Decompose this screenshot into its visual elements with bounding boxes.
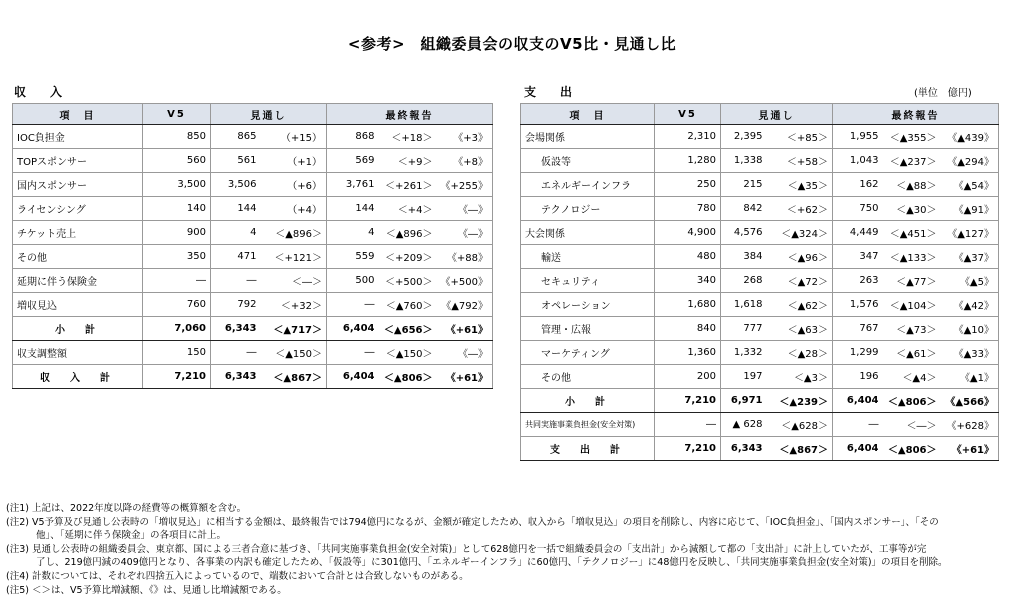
cell-outlook: 6,343: [721, 437, 767, 461]
cell-final-outlook-diff: 《+61》: [941, 437, 999, 461]
cell-final: 347: [833, 245, 883, 269]
cell-final: 1,299: [833, 341, 883, 365]
cell-final-outlook-diff: 《▲439》: [941, 125, 999, 149]
cell-final-outlook-diff: 《+8》: [437, 149, 493, 173]
cell-final-outlook-diff: 《―》: [437, 341, 493, 365]
header-item: 項 目: [13, 104, 143, 125]
cell-outlook-diff: ＜+121＞: [261, 245, 327, 269]
row-item: 管理・広報: [521, 317, 655, 341]
cell-final-outlook-diff: 《▲54》: [941, 173, 999, 197]
cell-outlook-diff: ＜▲896＞: [261, 221, 327, 245]
cell-final-v5-diff: ＜▲133＞: [883, 245, 941, 269]
cell-final: 1,043: [833, 149, 883, 173]
cell-final: 868: [327, 125, 379, 149]
cell-final: 750: [833, 197, 883, 221]
cell-outlook: 6,343: [211, 365, 261, 389]
cell-outlook: 6,971: [721, 389, 767, 413]
cell-outlook-diff: ＜▲28＞: [767, 341, 833, 365]
cell-final: 162: [833, 173, 883, 197]
cell-outlook: 197: [721, 365, 767, 389]
cell-v5: 900: [143, 221, 211, 245]
header-outlook: 見通し: [211, 104, 327, 125]
cell-outlook: 268: [721, 269, 767, 293]
cell-outlook-diff: （+6）: [261, 173, 327, 197]
income-row: [13, 149, 493, 173]
cell-v5: 1,680: [655, 293, 721, 317]
cell-final-outlook-diff: 《+628》: [941, 413, 999, 437]
header-final: 最終報告: [327, 104, 493, 125]
row-item: 国内スポンサー: [13, 173, 143, 197]
cell-v5: 780: [655, 197, 721, 221]
row-item: その他: [521, 365, 655, 389]
cell-final-v5-diff: ＜▲237＞: [883, 149, 941, 173]
row-item: 会場関係: [521, 125, 655, 149]
cell-final-outlook-diff: 《+255》: [437, 173, 493, 197]
cell-outlook-diff: ＜▲239＞: [767, 389, 833, 413]
cell-outlook-diff: ＜▲72＞: [767, 269, 833, 293]
cell-outlook: 1,618: [721, 293, 767, 317]
expense-row: [521, 269, 999, 293]
income-table: [12, 103, 493, 389]
cell-final-v5-diff: ＜+4＞: [379, 197, 437, 221]
cell-final-v5-diff: ＜▲355＞: [883, 125, 941, 149]
cell-v5: 760: [143, 293, 211, 317]
cell-final-outlook-diff: 《▲42》: [941, 293, 999, 317]
cell-outlook: 1,338: [721, 149, 767, 173]
expense-row: [521, 341, 999, 365]
cell-final-v5-diff: ＜▲760＞: [379, 293, 437, 317]
row-item: ライセンシング: [13, 197, 143, 221]
cell-final-outlook-diff: 《▲5》: [941, 269, 999, 293]
cell-outlook: 2,395: [721, 125, 767, 149]
cell-v5: 1,280: [655, 149, 721, 173]
cell-v5: 200: [655, 365, 721, 389]
cell-outlook: ▲ 628: [721, 413, 767, 437]
header-v5: V5: [143, 104, 211, 125]
cell-v5: 4,900: [655, 221, 721, 245]
cell-final-outlook-diff: 《―》: [437, 221, 493, 245]
row-item: TOPスポンサー: [13, 149, 143, 173]
note-1: (注1) 上記は、2022年度以降の経費等の概算額を含む。: [6, 503, 247, 514]
cell-outlook-diff: ＜▲35＞: [767, 173, 833, 197]
expense-row: [521, 245, 999, 269]
row-item: 大会関係: [521, 221, 655, 245]
cell-final: 6,404: [833, 437, 883, 461]
cell-v5: 150: [143, 341, 211, 365]
cell-v5: 850: [143, 125, 211, 149]
cell-final-v5-diff: ＜+209＞: [379, 245, 437, 269]
income-header-row: [13, 104, 493, 125]
cell-final-outlook-diff: 《+3》: [437, 125, 493, 149]
row-item: 仮設等: [521, 149, 655, 173]
cell-outlook: 1,332: [721, 341, 767, 365]
income-section-label: 収 入: [14, 85, 69, 99]
cell-final: 4,449: [833, 221, 883, 245]
cell-final: ―: [327, 293, 379, 317]
row-item: 延期に伴う保険金: [13, 269, 143, 293]
cell-final-v5-diff: ＜▲806＞: [883, 437, 941, 461]
cell-outlook-diff: （+15）: [261, 125, 327, 149]
cell-outlook: 384: [721, 245, 767, 269]
header-item: 項 目: [521, 104, 655, 125]
cell-outlook-diff: ＜+62＞: [767, 197, 833, 221]
cell-final-v5-diff: ＜▲656＞: [379, 317, 437, 341]
cell-final-outlook-diff: 《▲566》: [941, 389, 999, 413]
cell-final-v5-diff: ＜▲104＞: [883, 293, 941, 317]
note-4: (注4) 計数については、それぞれ四捨五入によっているので、端数において合計とは合致しないものがある。: [6, 570, 469, 582]
cell-final-outlook-diff: 《▲10》: [941, 317, 999, 341]
cell-final-v5-diff: ＜+18＞: [379, 125, 437, 149]
cell-v5: 560: [143, 149, 211, 173]
cell-v5: 840: [655, 317, 721, 341]
expense-total-row: [521, 437, 999, 461]
expense-row: [521, 125, 999, 149]
row-item: テクノロジー: [521, 197, 655, 221]
cell-v5: 480: [655, 245, 721, 269]
cell-final: 559: [327, 245, 379, 269]
expense-joint-row: [521, 413, 999, 437]
cell-v5: 140: [143, 197, 211, 221]
cell-v5: ―: [655, 413, 721, 437]
row-item: その他: [13, 245, 143, 269]
cell-final: 196: [833, 365, 883, 389]
cell-v5: 350: [143, 245, 211, 269]
unit-label: (単位 億円): [914, 88, 972, 99]
cell-final-v5-diff: ＜▲806＞: [883, 389, 941, 413]
cell-v5: 2,310: [655, 125, 721, 149]
cell-outlook-diff: ＜―＞: [261, 269, 327, 293]
income-row: [13, 293, 493, 317]
cell-outlook: 865: [211, 125, 261, 149]
expense-row: [521, 365, 999, 389]
note-2: (注2) V5予算及び見通し公表時の「増収見込」に相当する金額は、最終報告では794億円になるが、金額が確定したため、収入から「増収見込」の項目を削除し、内容に応じて、「IOC負担金」、「国内スポンサー」、「その: [6, 516, 939, 528]
cell-final-outlook-diff: 《▲127》: [941, 221, 999, 245]
cell-outlook-diff: （+4）: [261, 197, 327, 221]
cell-outlook-diff: ＜▲867＞: [767, 437, 833, 461]
cell-outlook: ―: [211, 269, 261, 293]
cell-outlook-diff: （+1）: [261, 149, 327, 173]
cell-final-outlook-diff: 《+500》: [437, 269, 493, 293]
cell-outlook-diff: ＜+58＞: [767, 149, 833, 173]
cell-final: 1,576: [833, 293, 883, 317]
cell-final: 6,404: [833, 389, 883, 413]
cell-final: 144: [327, 197, 379, 221]
income-row: [13, 197, 493, 221]
cell-outlook-diff: ＜▲717＞: [261, 317, 327, 341]
cell-outlook-diff: ＜▲324＞: [767, 221, 833, 245]
cell-final: 6,404: [327, 317, 379, 341]
expense-row: [521, 317, 999, 341]
cell-final-v5-diff: ＜+261＞: [379, 173, 437, 197]
cell-final-outlook-diff: 《▲37》: [941, 245, 999, 269]
income-adjust-row: [13, 341, 493, 365]
cell-final-v5-diff: ＜▲73＞: [883, 317, 941, 341]
cell-final-v5-diff: ＜▲451＞: [883, 221, 941, 245]
row-item: セキュリティ: [521, 269, 655, 293]
note-3: (注3) 見通し公表時の組織委員会、東京都、国による三者合意に基づき、「共同実施事業負担金(安全対策)」として628億円を一括で組織委員会の「支出計」から減額して都の「支出計」に計上していたが、工事等が完: [6, 543, 927, 555]
cell-final: 4: [327, 221, 379, 245]
cell-outlook-diff: ＜▲3＞: [767, 365, 833, 389]
expense-row: [521, 149, 999, 173]
row-item: 輸送: [521, 245, 655, 269]
cell-final-v5-diff: ＜▲806＞: [379, 365, 437, 389]
row-item: エネルギーインフラ: [521, 173, 655, 197]
cell-final-v5-diff: ＜▲77＞: [883, 269, 941, 293]
income-row: [13, 173, 493, 197]
row-item: 増収見込: [13, 293, 143, 317]
cell-final-v5-diff: ＜▲30＞: [883, 197, 941, 221]
cell-outlook-diff: ＜▲62＞: [767, 293, 833, 317]
cell-final-outlook-diff: 《▲91》: [941, 197, 999, 221]
expense-row: [521, 173, 999, 197]
row-item: 支 出 計: [521, 437, 655, 461]
expense-header-row: [521, 104, 999, 125]
note-3-cont: 了し、219億円減の409億円となり、各事業の内訳も確定したため、「仮設等」に301億円、「エネルギーインフラ」に60億円、「テクノロジー」に48億円を反映し、「共同実施事業負担金(安全対策)」の項目を削除。: [36, 557, 948, 569]
cell-outlook: 144: [211, 197, 261, 221]
cell-v5: 7,210: [143, 365, 211, 389]
income-total-row: [13, 365, 493, 389]
cell-final-outlook-diff: 《▲1》: [941, 365, 999, 389]
cell-v5: 340: [655, 269, 721, 293]
cell-final-outlook-diff: 《▲294》: [941, 149, 999, 173]
expense-row: [521, 293, 999, 317]
row-item: 共同実施事業負担金(安全対策): [521, 413, 655, 437]
cell-outlook: 4,576: [721, 221, 767, 245]
income-row: [13, 125, 493, 149]
cell-final-outlook-diff: 《―》: [437, 197, 493, 221]
income-subtotal-row: [13, 317, 493, 341]
cell-outlook: 3,506: [211, 173, 261, 197]
row-item: オペレーション: [521, 293, 655, 317]
income-row: [13, 245, 493, 269]
expense-row: [521, 197, 999, 221]
cell-outlook: ―: [211, 341, 261, 365]
cell-outlook-diff: ＜▲63＞: [767, 317, 833, 341]
expense-section-label: 支 出: [524, 85, 579, 99]
cell-final-outlook-diff: 《+61》: [437, 317, 493, 341]
cell-final-v5-diff: ＜▲150＞: [379, 341, 437, 365]
row-item: IOC負担金: [13, 125, 143, 149]
cell-outlook: 561: [211, 149, 261, 173]
row-item: 小 計: [521, 389, 655, 413]
cell-final-v5-diff: ＜▲61＞: [883, 341, 941, 365]
cell-final-v5-diff: ＜▲4＞: [883, 365, 941, 389]
row-item: マーケティング: [521, 341, 655, 365]
footnotes: [6, 502, 1018, 597]
header-v5: V5: [655, 104, 721, 125]
cell-final-v5-diff: ＜▲896＞: [379, 221, 437, 245]
cell-final-outlook-diff: 《▲33》: [941, 341, 999, 365]
cell-final-v5-diff: ＜―＞: [883, 413, 941, 437]
cell-final: 3,761: [327, 173, 379, 197]
cell-final-v5-diff: ＜+500＞: [379, 269, 437, 293]
cell-v5: 7,210: [655, 437, 721, 461]
cell-final: 569: [327, 149, 379, 173]
cell-v5: 7,060: [143, 317, 211, 341]
cell-outlook-diff: ＜▲628＞: [767, 413, 833, 437]
cell-outlook-diff: ＜▲150＞: [261, 341, 327, 365]
cell-outlook: 777: [721, 317, 767, 341]
cell-final: 500: [327, 269, 379, 293]
cell-v5: 1,360: [655, 341, 721, 365]
cell-final-v5-diff: ＜▲88＞: [883, 173, 941, 197]
cell-final: 263: [833, 269, 883, 293]
expense-subtotal-row: [521, 389, 999, 413]
page-title: <参考> 組織委員会の収支のV5比・見通し比: [347, 35, 677, 53]
cell-outlook-diff: ＜+32＞: [261, 293, 327, 317]
cell-outlook: 471: [211, 245, 261, 269]
cell-outlook: 4: [211, 221, 261, 245]
cell-final-outlook-diff: 《▲792》: [437, 293, 493, 317]
cell-final: ―: [327, 341, 379, 365]
cell-final: 1,955: [833, 125, 883, 149]
income-row: [13, 221, 493, 245]
cell-v5: 7,210: [655, 389, 721, 413]
cell-outlook: 215: [721, 173, 767, 197]
cell-final-outlook-diff: 《+88》: [437, 245, 493, 269]
row-item: チケット売上: [13, 221, 143, 245]
cell-final: 6,404: [327, 365, 379, 389]
cell-final: 767: [833, 317, 883, 341]
cell-outlook: 792: [211, 293, 261, 317]
row-item: 収 入 計: [13, 365, 143, 389]
income-row: [13, 269, 493, 293]
row-item: 小 計: [13, 317, 143, 341]
note-5: (注5) ＜＞は、V5予算比増減額、《》は、見通し比増減額である。: [6, 584, 287, 596]
cell-final: ―: [833, 413, 883, 437]
cell-outlook: 6,343: [211, 317, 261, 341]
cell-final-outlook-diff: 《+61》: [437, 365, 493, 389]
header-final: 最終報告: [833, 104, 999, 125]
cell-outlook: 842: [721, 197, 767, 221]
cell-v5: 250: [655, 173, 721, 197]
row-item: 収支調整額: [13, 341, 143, 365]
cell-outlook-diff: ＜▲96＞: [767, 245, 833, 269]
expense-row: [521, 221, 999, 245]
header-outlook: 見通し: [721, 104, 833, 125]
note-2-cont: 他」、「延期に伴う保険金」の各項目に計上。: [36, 530, 227, 542]
expense-table: [520, 103, 999, 461]
cell-v5: ―: [143, 269, 211, 293]
cell-outlook-diff: ＜▲867＞: [261, 365, 327, 389]
cell-final-v5-diff: ＜+9＞: [379, 149, 437, 173]
cell-outlook-diff: ＜+85＞: [767, 125, 833, 149]
cell-v5: 3,500: [143, 173, 211, 197]
